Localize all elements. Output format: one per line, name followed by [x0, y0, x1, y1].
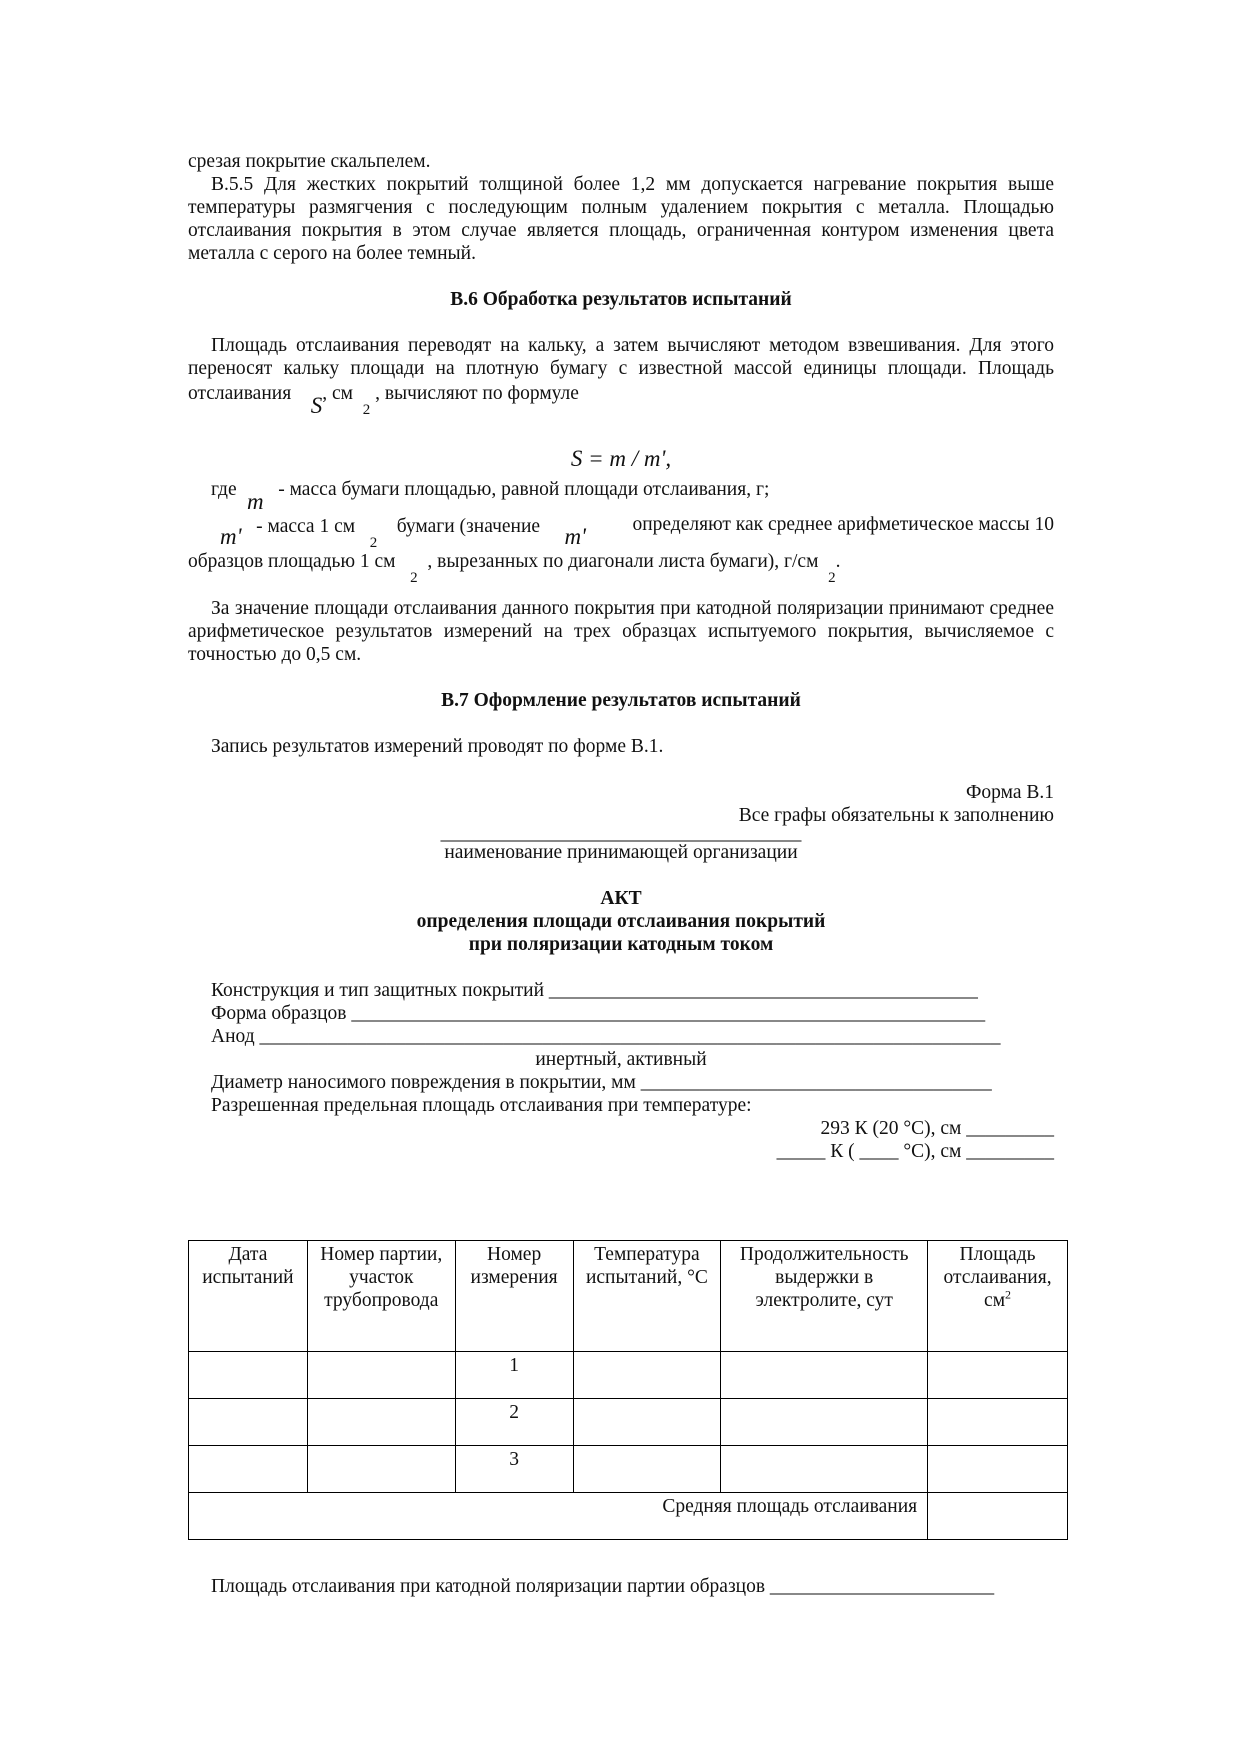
paragraph-average: За значение площади отслаивания данного покрытия при катодной поляризации принимают среднее арифметическое результатов измерений на трех образцах испытуемого покрытия, вычисляемое с точностью до 0,5 см.	[188, 598, 1054, 665]
where-mprime-line	[188, 513, 1054, 551]
average-label: Средняя площадь отслаивания	[189, 1493, 928, 1540]
header-batch: Номер партии, участок трубопровода	[307, 1241, 455, 1352]
unit-cm: , см	[322, 383, 353, 404]
table-row	[189, 1352, 1068, 1399]
document-page	[188, 150, 1054, 1163]
table-header-row	[189, 1241, 1068, 1352]
measurement-number: 1	[455, 1352, 573, 1399]
mprime-cont	[188, 550, 1054, 586]
mprime-desc-d: образцов площадью 1 см	[188, 551, 396, 572]
header-date: Дата испытаний	[189, 1241, 308, 1352]
results-table	[188, 1240, 1068, 1540]
paragraph-area-text: Площадь отслаивания переводят на кальку, а затем вычисляют методом взвешивания. Для этого переносят кальку площади на плотную бумагу с известной массой единицы площади. Площадь отслаивания	[188, 335, 1054, 404]
formula	[188, 447, 1054, 470]
form-label: Форма В.1	[966, 782, 1054, 803]
field-sample-form: Форма образцов _________________________________________________________________	[211, 1003, 986, 1024]
field-allowed-area: Разрешенная предельная площадь отслаивания при температуре:	[211, 1095, 752, 1116]
act-subtitle-1: определения площади отслаивания покрытий	[416, 911, 826, 932]
field-temp-293: 293 К (20 °С), см _________	[820, 1118, 1054, 1139]
field-anode-caption: инертный, активный	[535, 1049, 707, 1070]
symbol-m-prime: m'	[220, 524, 242, 549]
header-area: Площадь отслаивания, $см^2$	[928, 1241, 1068, 1352]
mprime-desc-e: , вырезанных по диагонали листа бумаги), г/см	[427, 551, 819, 572]
form-note: Все графы обязательны к заполнению	[738, 805, 1054, 826]
table-row	[189, 1446, 1068, 1493]
section-heading-b6: В.6 Обработка результатов испытаний	[450, 289, 792, 310]
where-m-line	[188, 476, 1054, 514]
measurement-number: 3	[455, 1446, 573, 1493]
paragraph-b5-5: В.5.5 Для жестких покрытий толщиной более 1,2 мм допускается нагревание покрытия выше температуры размягчения с последующим полным удалением покрытия с металла. Площадью отслаивания покрытия в этом случае является площадь, ограниченная контуром изменения цвета металла с серого на более темный.	[188, 174, 1054, 264]
measurement-number: 2	[455, 1399, 573, 1446]
symbol-s: S	[310, 393, 323, 418]
header-temperature: Температура испытаний, °С	[573, 1241, 721, 1352]
field-diameter: Диаметр наносимого повреждения в покрытии, мм ____________________________________	[211, 1072, 992, 1093]
exponent-2: 2	[362, 402, 371, 418]
symbol-m-prime-2: m'	[564, 524, 586, 549]
mprime-desc-f: .	[835, 551, 841, 572]
mprime-desc-b: бумаги (значение	[396, 516, 541, 537]
table-row	[189, 1399, 1068, 1446]
exponent-2d: 2	[828, 570, 836, 586]
paragraph-area-method	[188, 334, 1054, 418]
paragraph-record: Запись результатов измерений проводят по форме В.1.	[211, 736, 664, 757]
symbol-m: m	[246, 489, 264, 514]
org-line: _____________________________________	[440, 823, 802, 844]
final-line: Площадь отслаивания при катодной поляризации партии образцов _______________________	[211, 1576, 995, 1597]
where-m-desc: - масса бумаги площадью, равной площади отслаивания, г;	[278, 479, 770, 500]
paragraph-area-text-end: , вычисляют по формуле	[375, 383, 579, 404]
header-measurement: Номер измерения	[455, 1241, 573, 1352]
org-caption: наименование принимающей организации	[444, 842, 798, 863]
field-temp-custom: _____ К ( ____ °С), см _________	[776, 1141, 1054, 1162]
paragraph-continuation: срезая покрытие скальпелем.	[188, 151, 431, 172]
act-subtitle-2: при поляризации катодным током	[468, 934, 774, 955]
field-anode: Анод ____________________________________________________________________________	[211, 1026, 1001, 1047]
section-heading-b7: В.7 Оформление результатов испытаний	[441, 690, 801, 711]
exponent-2b: 2	[369, 535, 378, 551]
header-duration: Продолжительность выдержки в электролите, сут	[721, 1241, 928, 1352]
mprime-desc-a: - масса 1 см	[256, 516, 356, 537]
field-construction: Конструкция и тип защитных покрытий ____________________________________________	[211, 980, 978, 1001]
mprime-desc-c: определяют как среднее арифметическое массы 10	[632, 514, 1054, 535]
exponent-2c: 2	[410, 570, 418, 586]
area-exponent: 2	[1005, 1287, 1012, 1302]
where-label: где	[211, 479, 237, 500]
table-average-row	[189, 1493, 1068, 1540]
act-title: АКТ	[600, 888, 642, 909]
formula-text: S = m / m',	[570, 446, 672, 471]
